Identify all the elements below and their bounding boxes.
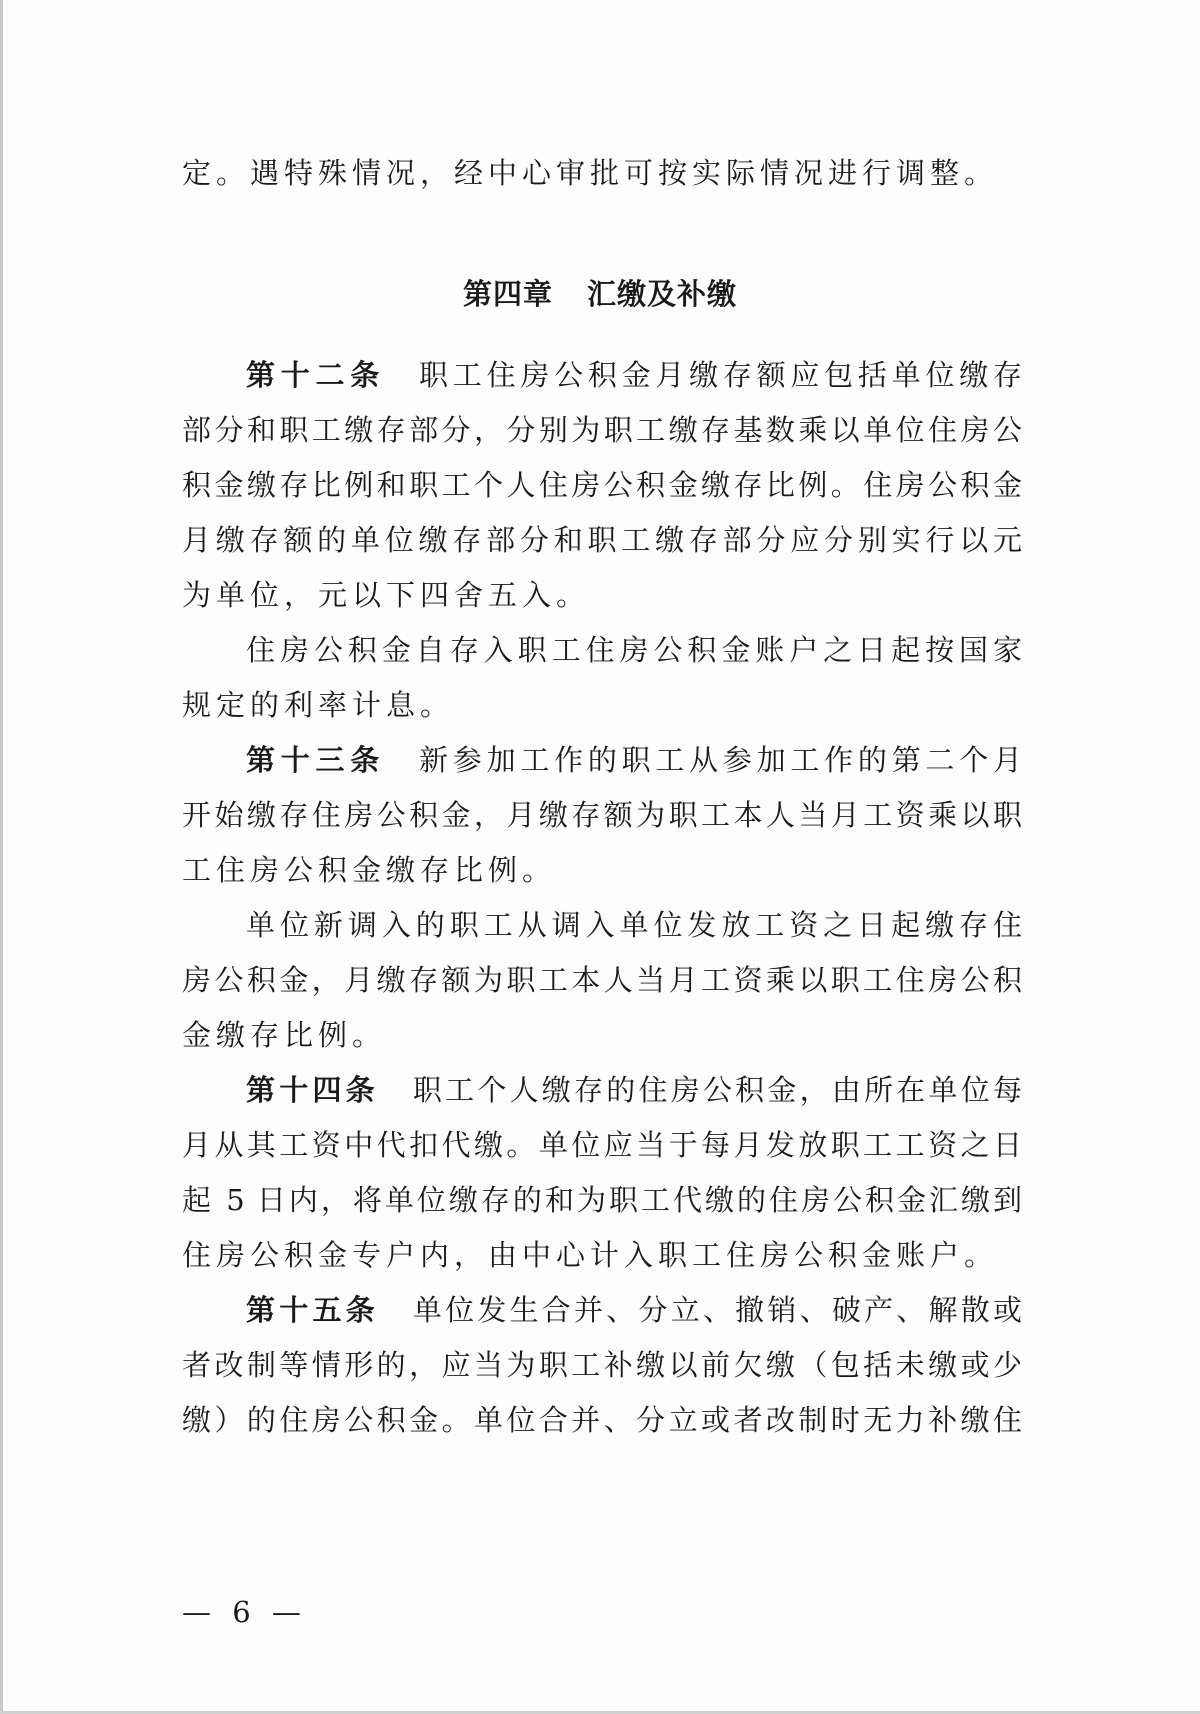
- continuation-line: 定。遇特殊情况，经中心审批可按实际情况进行调整。: [182, 156, 999, 190]
- chapter-number: 第四章: [462, 277, 553, 311]
- page-number: — 6 —: [182, 1595, 307, 1629]
- article-14-line-3: 起 5 日内，将单位缴存的和为职工代缴的住房公积金汇缴到: [182, 1183, 1022, 1217]
- article-13-para2-line-2: 房公积金，月缴存额为职工本人当月工资乘以职工住房公积: [182, 963, 1022, 997]
- article-12-line-5: 为单位，元以下四舍五入。: [182, 578, 591, 612]
- article-12-line-2: 部分和职工缴存部分，分别为职工缴存基数乘以单位住房公: [182, 413, 1022, 447]
- chapter-title: 汇缴及补缴: [587, 277, 738, 311]
- article-12-line-4: 月缴存额的单位缴存部分和职工缴存部分应分别实行以元: [182, 523, 1022, 557]
- article-14-line-1: 第十四条 职工个人缴存的住房公积金，由所在单位每: [246, 1073, 1022, 1107]
- article-15-label: 第十五条: [246, 1293, 379, 1327]
- article-13-line-3: 工住房公积金缴存比例。: [182, 853, 557, 887]
- article-14-line-4: 住房公积金专户内，由中心计入职工住房公积金账户。: [182, 1238, 999, 1272]
- article-15-line-2: 者改制等情形的，应当为职工补缴以前欠缴（包括未缴或少: [182, 1348, 1022, 1382]
- chapter-heading: [0, 272, 1200, 313]
- article-13-para2-line-1: 单位新调入的职工从调入单位发放工资之日起缴存住: [246, 908, 1022, 942]
- article-12-para2-line-2: 规定的利率计息。: [182, 688, 455, 722]
- article-13-line-2: 开始缴存住房公积金，月缴存额为职工本人当月工资乘以职: [182, 798, 1022, 832]
- article-15-line-3: 缴）的住房公积金。单位合并、分立或者改制时无力补缴住: [182, 1403, 1022, 1437]
- article-14-line-2: 月从其工资中代扣代缴。单位应当于每月发放职工工资之日: [182, 1128, 1022, 1162]
- article-15-line-1: 第十五条 单位发生合并、分立、撤销、破产、解散或: [246, 1293, 1022, 1327]
- article-12-label: 第十二条: [246, 358, 386, 392]
- scan-edge-left: [0, 0, 3, 1714]
- article-14-label: 第十四条: [246, 1073, 379, 1107]
- article-12-line-1: 第十二条 职工住房公积金月缴存额应包括单位缴存: [246, 358, 1022, 392]
- article-13-line-1: 第十三条 新参加工作的职工从参加工作的第二个月: [246, 743, 1022, 777]
- article-12-para2-line-1: 住房公积金自存入职工住房公积金账户之日起按国家: [246, 633, 1022, 667]
- article-13-label: 第十三条: [246, 743, 386, 777]
- article-13-para2-line-3: 金缴存比例。: [182, 1018, 387, 1052]
- article-12-line-3: 积金缴存比例和职工个人住房公积金缴存比例。住房公积金: [182, 468, 1022, 502]
